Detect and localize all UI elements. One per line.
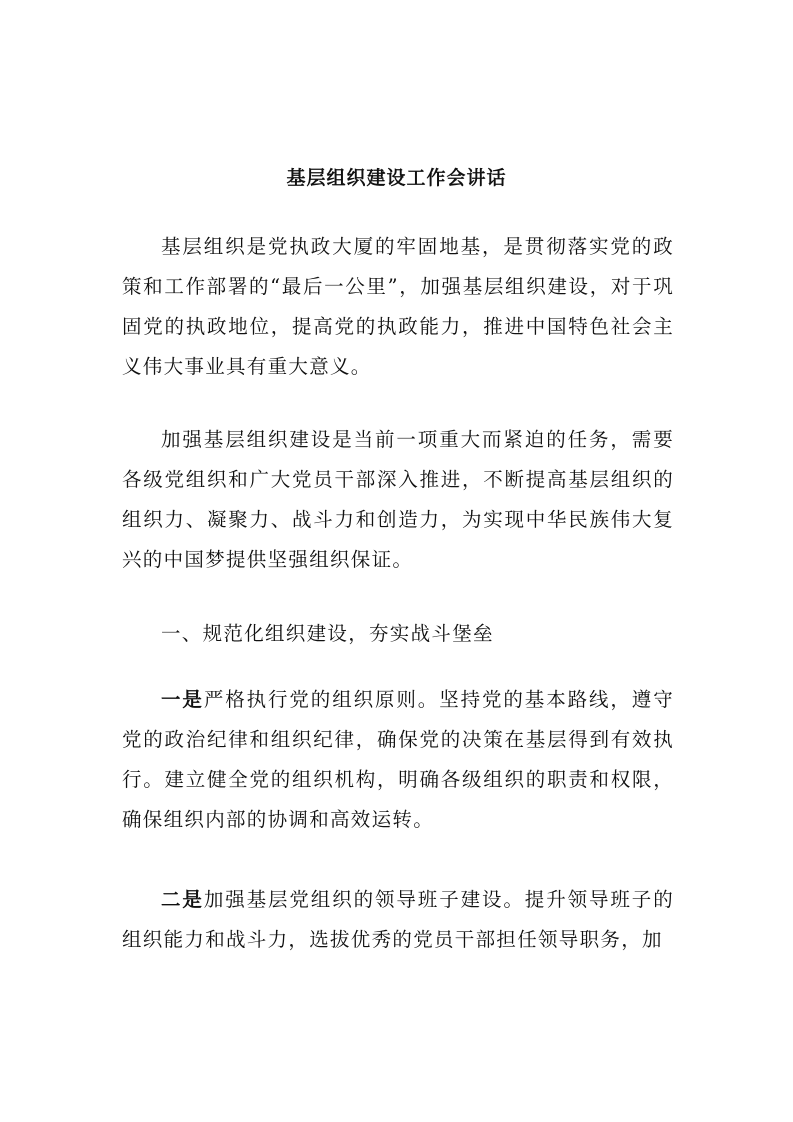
paragraph-intro: 基层组织是党执政大厦的牢固地基，是贯彻落实党的政策和工作部署的“最后一公里”，加强基层组织建设，对于巩固党的执政地位，提高党的执政能力，推进中国特色社会主义伟大事业具有重大意义。 bbox=[122, 235, 674, 378]
item-1-text: 严格执行党的组织原则。坚持党的基本路线，遵守党的政治纪律和组织纪律，确保党的决策在基层得到有效执行。建立健全党的组织机构，明确各级组织的职责和权限，确保组织内部的协调和高效运转。 bbox=[122, 688, 674, 831]
document-title: 基层组织建设工作会讲话 bbox=[286, 167, 507, 189]
section-heading-1: 一、规范化组织建设，夯实战斗堡垒 bbox=[161, 622, 494, 645]
item-2-lead: 二是 bbox=[161, 888, 204, 911]
item-1-lead: 一是 bbox=[161, 688, 204, 711]
paragraph-item-2 bbox=[122, 880, 674, 960]
item-2-text: 加强基层党组织的领导班子建设。提升领导班子的组织能力和战斗力，选拔优秀的党员干部担任领导职务，加 bbox=[122, 888, 674, 951]
paragraph-task: 加强基层组织建设是当前一项重大而紧迫的任务，需要各级党组织和广大党员干部深入推进，不断提高基层组织的组织力、凝聚力、战斗力和创造力，为实现中华民族伟大复兴的中国梦提供坚强组织保证。 bbox=[122, 428, 674, 571]
paragraph-item-1 bbox=[122, 680, 674, 840]
